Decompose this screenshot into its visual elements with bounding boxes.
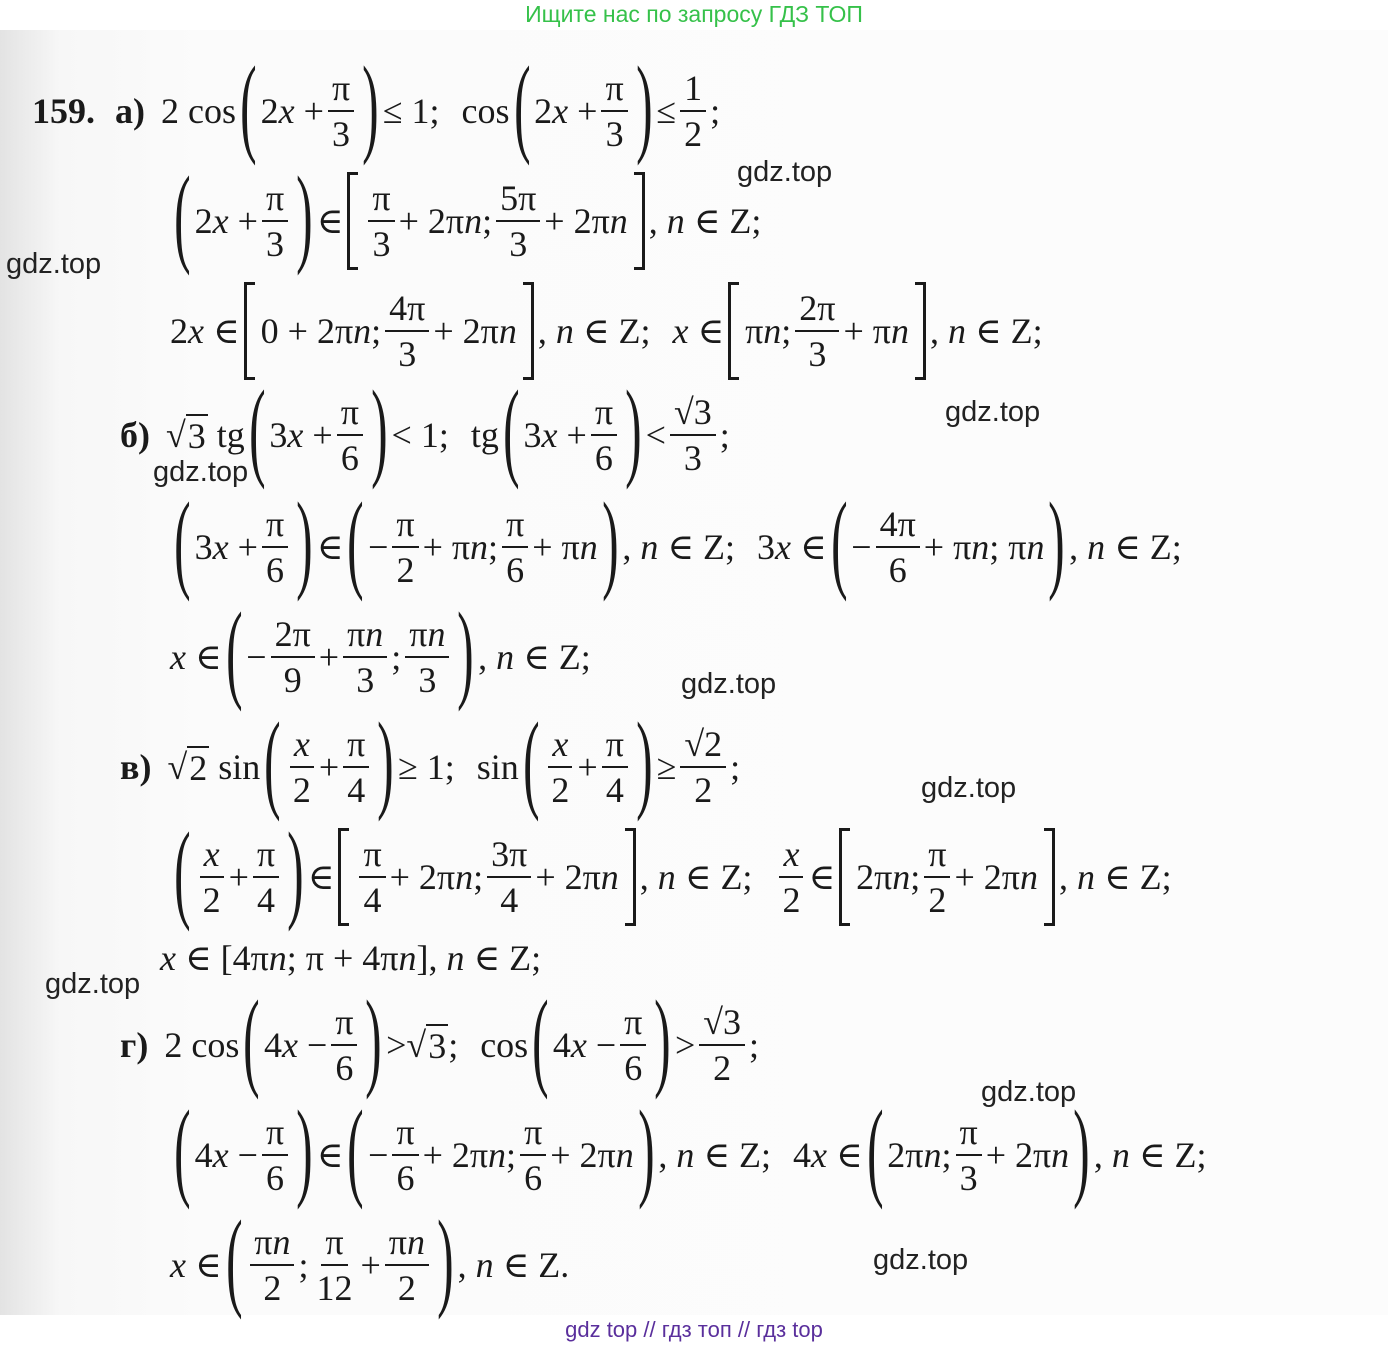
line-v2: ( x 2 + $\frac{\pi}{4}$ ) ∈ π 4 + 2πn; 3π 4 + 2πn , n ∈ Z; x 2 ∈ 2πn; π 2 + 2πn , n ∈ Z;: [174, 810, 1172, 932]
watermark-2: gdz.top: [6, 248, 102, 280]
part-label-a: а): [115, 91, 145, 131]
watermark-6: gdz.top: [921, 772, 1017, 804]
line-a1: 159. а) 2 cos ( 2x + $\frac{\pi}{3}$ ) ≤ 1; cos ( 2x + $\frac{\pi}{3}$ ) ≤ $\frac{1}{2}$ ;: [32, 44, 721, 166]
line-b3: x ∈ ( − $\frac{2\pi}{9}$ + $\frac{\pi n}{3}$ ; πn 3 ) , n ∈ Z;: [170, 590, 591, 712]
top-banner: Ищите нас по запросу ГДЗ ТОП: [525, 1, 863, 27]
watermark-5: gdz.top: [681, 668, 777, 700]
part-label-g: г): [120, 1025, 149, 1065]
watermark-3: gdz.top: [945, 396, 1041, 428]
line-v1: в) √ 2 sin ( x 2 + $\frac{\pi}{4}$ ) ≥ 1; sin ( x 2 + $\frac{\pi}{4}$ ) ≥ $\frac{√2}{2}$ ;: [120, 700, 741, 822]
line-b2: ( 3x + $\frac{\pi}{6}$ ) ∈ ( − $\frac{\pi}{2}$ + πn; π 6 + πn ) , n ∈ Z; 3x ∈ ( − $\frac{4\pi}{6}$ + πn; πn ) , n ∈ Z;: [174, 480, 1182, 602]
watermark-9: gdz.top: [873, 1244, 969, 1276]
problem-number: 159.: [32, 91, 95, 131]
bottom-banner: gdz top // гдз топ // гдз top: [565, 1317, 823, 1342]
line-g3: x ∈ ( πn 2 ; π 12 + $\frac{\pi n}{2}$ ) , n ∈ Z.: [170, 1198, 570, 1320]
watermark-4: gdz.top: [153, 456, 249, 488]
line-g2: ( 4x − $\frac{\pi}{6}$ ) ∈ ( − $\frac{\pi}{6}$ + 2πn; π 6 + 2πn ) , n ∈ Z; 4x ∈ ( 2πn; π 3 + 2πn ) , n ∈ Z;: [174, 1088, 1207, 1210]
line-v3-text: x ∈ [4πn; π + 4πn], n ∈ Z;: [160, 938, 542, 978]
part-label-b: б): [120, 415, 150, 455]
watermark-1: gdz.top: [737, 156, 833, 188]
line-b1: б) √ 3 tg ( 3x + $\frac{\pi}{6}$ ) < 1; tg ( 3x + $\frac{\pi}{6}$ ) < √3 3 ;: [120, 368, 730, 490]
watermark-7: gdz.top: [45, 968, 141, 1000]
part-label-v: в): [120, 747, 152, 787]
line-g1: г) 2 cos ( 4x − $\frac{\pi}{6}$ ) > √ 3 ; cos ( 4x − $\frac{\pi}{6}$ ) > √3 2 ;: [120, 978, 760, 1100]
line-a2: ( 2x + $\frac{\pi}{3}$ ) ∈ π 3 + 2πn; 5π 3 + 2πn , n ∈ Z;: [174, 154, 762, 276]
line-a3: 2x ∈ 0 + 2πn; 4π 3 + 2πn , n ∈ Z; x ∈ πn; 2π 3 + πn , n ∈ Z;: [170, 276, 1043, 386]
watermark-8: gdz.top: [981, 1076, 1077, 1108]
